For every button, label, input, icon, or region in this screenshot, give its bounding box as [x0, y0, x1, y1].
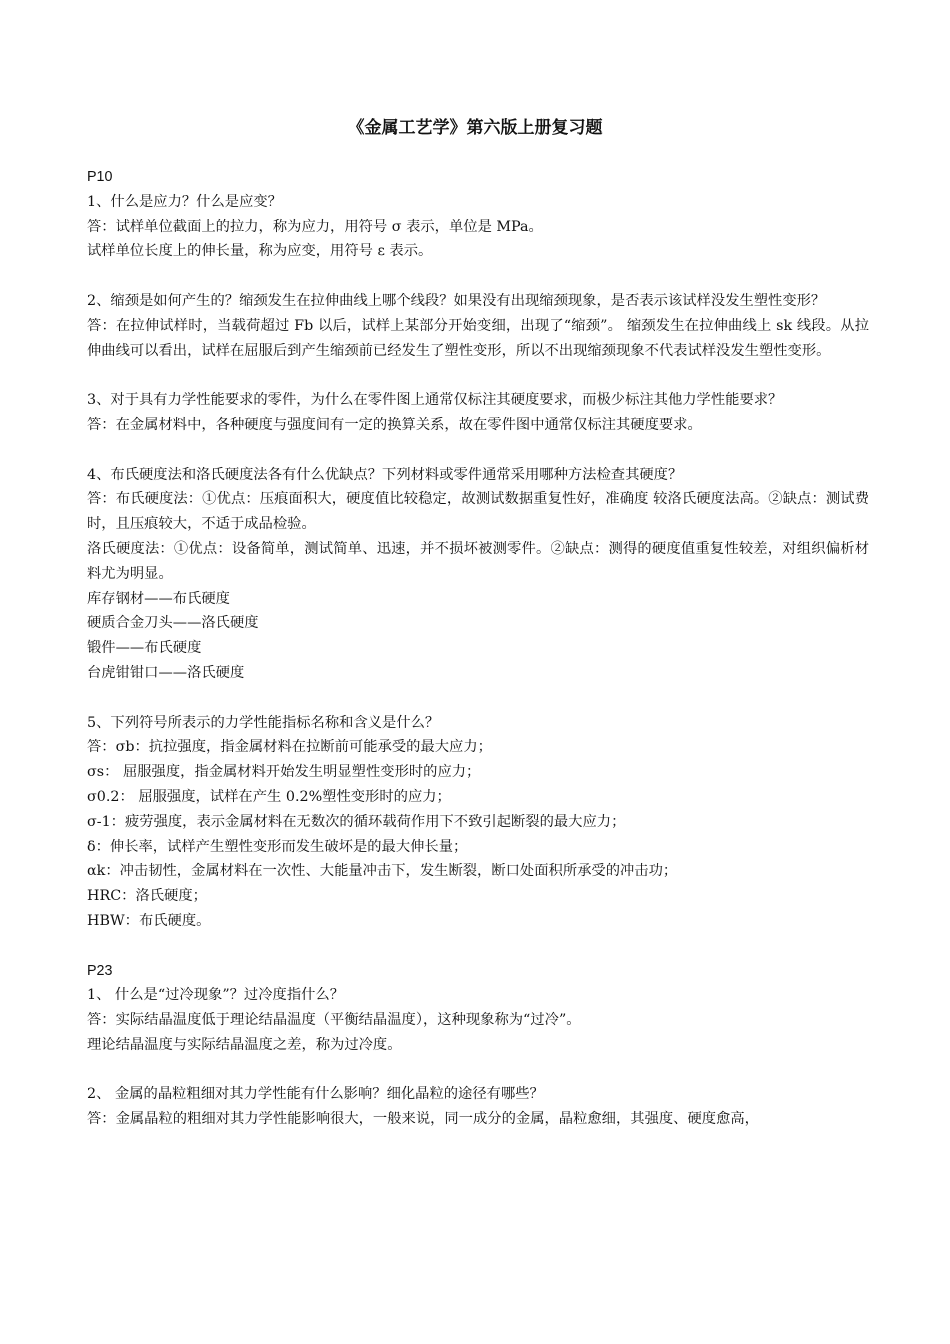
answer-line: σ-1：疲劳强度，表示金属材料在无数次的循环载荷作用下不致引起断裂的最大应力；	[87, 813, 626, 830]
answer-line: δ：伸长率，试样产生塑性变形而发生破坏是的最大伸长量；	[87, 838, 468, 855]
paragraph-gap	[87, 438, 869, 463]
answer-line: 库存钢材——布氏硬度	[87, 590, 230, 607]
answer-line: HBW：布氏硬度。	[87, 912, 211, 929]
answer-line: 答：布氏硬度法：①优点：压痕面积大，硬度值比较稳定，故测试数据重复性好，准确度 较洛氏硬度法高。②缺点：测试费时，且压痕较大，不适于成品检验。	[87, 491, 869, 533]
paragraph-gap	[87, 264, 869, 289]
answer-line: 答：在拉伸试样时，当载荷超过 Fb 以后，试样上某部分开始变细，出现了“缩颈”。 缩颈发生在拉伸曲线上 sk 线段。从拉伸曲线可以看出，试样在屈服后到产生缩颈前已经发生了塑性变形，所以不出现缩颈现象不代表试样没发生塑性变形。	[87, 317, 869, 359]
answer-line: 洛氏硬度法：①优点：设备简单，测试简单、迅速，并不损坏被测零件。②缺点：测得的硬度值重复性较差，对组织偏析材料尤为明显。	[87, 540, 869, 582]
answer-line: 答：试样单位截面上的拉力，称为应力，用符号 σ 表示，单位是 MPa。	[87, 218, 543, 235]
paragraph-gap	[87, 686, 869, 711]
question-text: 5、下列符号所表示的力学性能指标名称和含义是什么？	[87, 714, 440, 731]
answer-line: 台虎钳钳口——洛氏硬度	[87, 664, 245, 681]
question-text: 2、 金属的晶粒粗细对其力学性能有什么影响？细化晶粒的途径有哪些？	[87, 1086, 544, 1103]
answer-line: 锻件——布氏硬度	[87, 640, 202, 657]
question-text: 1、什么是应力？什么是应变？	[87, 193, 282, 210]
answer-line: 硬质合金刀头——洛氏硬度	[87, 615, 259, 632]
paragraph-gap	[87, 1058, 869, 1083]
answer-line: 理论结晶温度与实际结晶温度之差，称为过冷度。	[87, 1036, 402, 1053]
question-text: 1、 什么是“过冷现象”？过冷度指什么？	[87, 987, 345, 1004]
answer-line: σs： 屈服强度，指金属材料开始发生明显塑性变形时的应力；	[87, 764, 481, 781]
question-text: 2、缩颈是如何产生的？缩颈发生在拉伸曲线上哪个线段？如果没有出现缩颈现象，是否表示该试样没发生塑性变形？	[87, 292, 826, 309]
answer-line: 试样单位长度上的伸长量，称为应变，用符号 ε 表示。	[87, 243, 433, 260]
section-page-label: P23	[87, 962, 113, 979]
answer-line: HRC：洛氏硬度；	[87, 888, 207, 905]
document-title: 《金属工艺学》第六版上册复习题	[347, 118, 603, 138]
answer-line: 答：在金属材料中，各种硬度与强度间有一定的换算关系，故在零件图中通常仅标注其硬度要求。	[87, 416, 702, 433]
answer-line: αk：冲击韧性，金属材料在一次性、大能量冲击下，发生断裂，断口处面积所承受的冲击功；	[87, 863, 678, 880]
paragraph-gap	[87, 934, 869, 959]
answer-line: σ0.2： 屈服强度，试样在产生 0.2%塑性变形时的应力；	[87, 788, 451, 805]
answer-line: 答：σb：抗拉强度，指金属材料在拉断前可能承受的最大应力；	[87, 739, 492, 756]
paragraph-gap	[87, 363, 869, 388]
question-text: 3、对于具有力学性能要求的零件，为什么在零件图上通常仅标注其硬度要求，而极少标注其他力学性能要求？	[87, 392, 783, 409]
section-page-label: P10	[87, 169, 113, 185]
question-text: 4、布氏硬度法和洛氏硬度法各有什么优缺点？下列材料或零件通常采用哪种方法检查其硬度？	[87, 466, 683, 483]
answer-line: 答：实际结晶温度低于理论结晶温度（平衡结晶温度），这种现象称为“过冷”。	[87, 1012, 581, 1029]
answer-line: 答：金属晶粒的粗细对其力学性能影响很大，一般来说，同一成分的金属，晶粒愈细，其强度、硬度愈高，	[87, 1111, 759, 1128]
document-body	[87, 165, 869, 1132]
